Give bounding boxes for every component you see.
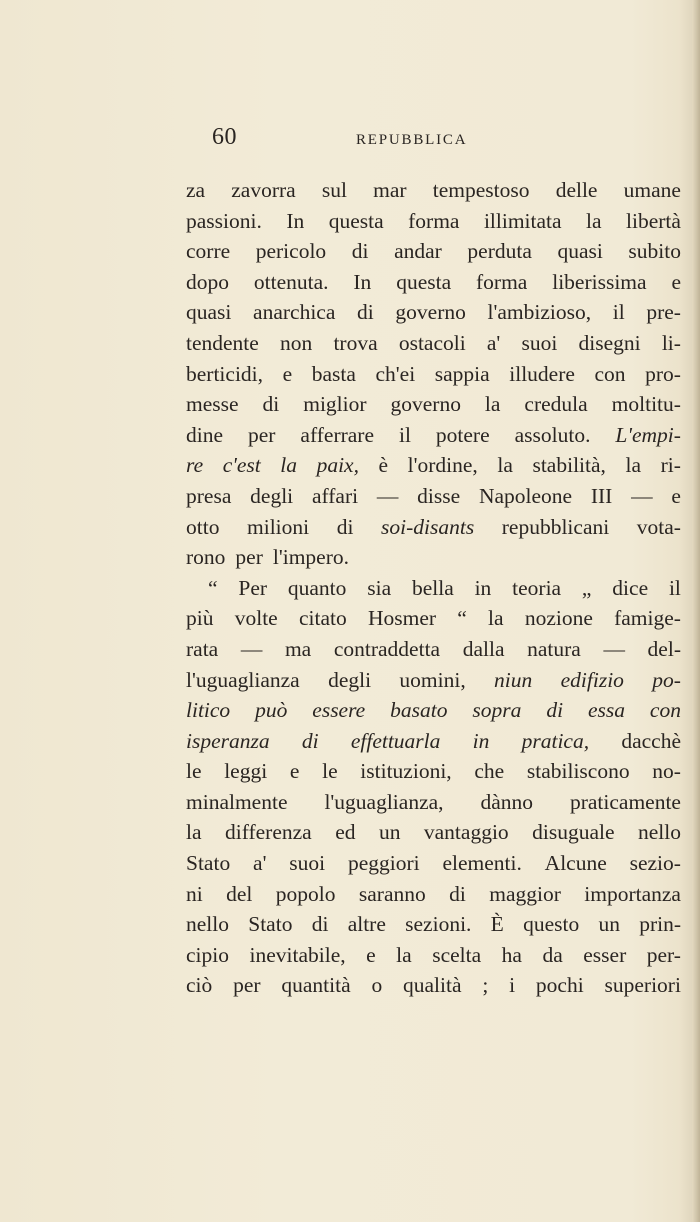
word: un	[378, 820, 401, 845]
word: In	[353, 269, 372, 294]
word: per-	[646, 942, 681, 967]
word: suoi	[521, 330, 558, 355]
word: Napoleone	[478, 483, 573, 508]
word: ha	[501, 942, 522, 967]
word: del-	[647, 636, 681, 661]
page-edge	[692, 0, 700, 1222]
italic-word: basato	[390, 698, 448, 723]
word: governo	[390, 392, 461, 417]
word: ma	[284, 636, 312, 661]
word: affari	[311, 483, 359, 508]
word: più	[186, 606, 214, 631]
word: la	[396, 942, 412, 967]
word: disegni	[578, 330, 641, 355]
text-line	[186, 420, 681, 451]
italic-word: la	[280, 453, 298, 478]
word: pre-	[646, 300, 681, 325]
word: disse	[417, 483, 461, 508]
word: le	[186, 759, 202, 784]
word: quasi	[186, 300, 232, 325]
word: di	[449, 881, 466, 906]
word: forma	[476, 269, 528, 294]
word: l'uguaglianza,	[324, 789, 444, 814]
word: sappia	[434, 361, 490, 386]
word: la	[625, 453, 642, 478]
word: con	[594, 361, 626, 386]
text-line	[186, 542, 681, 573]
word: l'ordine,	[407, 453, 478, 478]
word: forma	[408, 208, 460, 233]
word: disuguale	[532, 820, 615, 845]
word: nello	[186, 912, 229, 937]
word: passioni.	[186, 208, 262, 233]
word: i	[509, 973, 516, 998]
word: questa	[396, 269, 452, 294]
word: presa	[186, 483, 232, 508]
word: in	[474, 575, 492, 600]
text-line	[186, 267, 681, 298]
italic-word: L'empi-	[615, 422, 681, 447]
text-line	[186, 236, 681, 267]
word: credula	[524, 392, 588, 417]
word: milioni	[247, 514, 310, 539]
word: di	[311, 912, 329, 937]
word: citato	[298, 606, 347, 631]
word: bella	[411, 575, 454, 600]
word: dine	[186, 422, 224, 447]
word: —	[376, 483, 399, 508]
text-line	[186, 787, 681, 818]
italic-word: di	[301, 728, 319, 753]
word: di	[262, 392, 280, 417]
word: corre	[186, 239, 231, 264]
italic-word: re	[186, 453, 204, 478]
word: suoi	[289, 851, 326, 876]
word: pochi	[535, 973, 584, 998]
text-line	[186, 512, 681, 543]
word: degli	[250, 483, 294, 508]
word: rono	[186, 545, 226, 570]
word: nello	[638, 820, 681, 845]
word: andar	[394, 239, 442, 264]
text-line	[186, 297, 681, 328]
word: o	[371, 973, 383, 998]
text-line	[186, 328, 681, 359]
word: vantaggio	[423, 820, 509, 845]
running-title: REPUBBLICA	[356, 132, 468, 148]
word: esser	[583, 942, 627, 967]
word: stabilità,	[532, 453, 606, 478]
word: leggi	[224, 759, 268, 784]
word: dalla	[462, 636, 505, 661]
word: repubblicani	[501, 514, 610, 539]
word: prin-	[639, 912, 681, 937]
word: —	[240, 636, 263, 661]
word: dacchè	[621, 728, 681, 753]
word: trova	[333, 330, 378, 355]
word: per	[248, 422, 276, 447]
word: inevitabile,	[249, 942, 346, 967]
page-number: 60	[212, 124, 237, 150]
word: l'impero.	[272, 545, 349, 570]
word: Per	[238, 575, 268, 600]
word: delle	[555, 178, 598, 202]
word: miglior	[303, 392, 367, 417]
italic-word: c'est	[222, 453, 261, 478]
word: l'ambizioso,	[487, 300, 592, 325]
word: ottenuta.	[253, 269, 329, 294]
body-text	[186, 175, 681, 1001]
word: non	[280, 330, 313, 355]
word: —	[631, 483, 653, 508]
word: da	[542, 942, 563, 967]
word: Alcune	[544, 851, 607, 876]
word: questo	[523, 912, 580, 937]
text-line	[186, 481, 681, 512]
word: III	[590, 483, 613, 508]
word: superiori	[604, 973, 681, 998]
word: Hosmer	[367, 606, 437, 631]
word: za	[186, 178, 206, 202]
word: “	[457, 606, 467, 631]
word: e	[289, 759, 300, 784]
word: ;	[482, 973, 489, 998]
word: il	[612, 300, 625, 325]
word: vota-	[636, 514, 681, 539]
text-line	[186, 450, 681, 481]
italic-word: edifizio	[560, 667, 624, 692]
italic-word: essere	[312, 698, 366, 723]
word: sul	[321, 178, 347, 202]
word: un	[598, 912, 620, 937]
word: per	[235, 545, 263, 570]
word: dànno	[480, 789, 534, 814]
italic-word: in	[472, 728, 490, 753]
word: altre	[347, 912, 386, 937]
word: di	[357, 300, 374, 325]
text-line	[186, 665, 681, 696]
word: subito	[628, 239, 681, 264]
text-line	[186, 695, 681, 726]
word: quasi	[557, 239, 603, 264]
word: ciò	[186, 973, 213, 998]
word: perduta	[467, 239, 532, 264]
word: a'	[253, 851, 267, 876]
word: basta	[311, 361, 356, 386]
text-line	[186, 573, 681, 604]
word: ostacoli	[398, 330, 466, 355]
italic-word: di	[546, 698, 564, 723]
word: pro-	[645, 361, 681, 386]
word: dice	[612, 575, 649, 600]
word: ch'ei	[375, 361, 416, 386]
word: illudere	[509, 361, 575, 386]
word: popolo	[275, 881, 336, 906]
word: nozione	[524, 606, 593, 631]
italic-word: sopra	[472, 698, 522, 723]
word: ni	[186, 881, 203, 906]
word: e	[671, 269, 681, 294]
text-line	[186, 848, 681, 879]
word: messe	[186, 392, 239, 417]
word: afferrare	[300, 422, 375, 447]
word: anarchica	[253, 300, 336, 325]
italic-word: pratica,	[521, 728, 590, 753]
word: elementi.	[442, 851, 522, 876]
word: In	[286, 208, 305, 233]
word: del	[226, 881, 253, 906]
word: liberissima	[552, 269, 647, 294]
italic-word: soi-disants	[381, 514, 475, 539]
word: importanza	[584, 881, 681, 906]
text-line	[186, 879, 681, 910]
word: questa	[328, 208, 384, 233]
word: quantità	[281, 973, 351, 998]
word: istituzioni,	[360, 759, 452, 784]
word: è	[378, 453, 389, 478]
text-line	[186, 603, 681, 634]
italic-word: essa	[587, 698, 625, 723]
word: famige-	[614, 606, 681, 631]
word: e	[282, 361, 293, 386]
word: sia	[367, 575, 392, 600]
text-line	[186, 909, 681, 940]
word: tendente	[186, 330, 259, 355]
word: mar	[373, 178, 407, 202]
word: volte	[234, 606, 278, 631]
word: e	[671, 483, 681, 508]
italic-word: litico	[186, 698, 231, 723]
italic-word: po-	[652, 667, 681, 692]
word: che	[474, 759, 505, 784]
word: sezioni.	[405, 912, 472, 937]
page-header	[186, 124, 686, 158]
word: rata	[186, 636, 219, 661]
word: l'uguaglianza	[186, 667, 300, 692]
word: contraddetta	[333, 636, 441, 661]
word: moltitu-	[611, 392, 681, 417]
word: governo	[395, 300, 466, 325]
text-line	[186, 206, 681, 237]
word: degli	[328, 667, 372, 692]
word: umane	[623, 178, 681, 202]
word: maggior	[489, 881, 561, 906]
word: natura	[527, 636, 581, 661]
text-line	[186, 940, 681, 971]
word: la	[186, 820, 202, 845]
word: ed	[335, 820, 356, 845]
word: li-	[661, 330, 681, 355]
word: il	[668, 575, 681, 600]
word: illimitata	[483, 208, 562, 233]
word: ri-	[660, 453, 681, 478]
word: la	[488, 606, 504, 631]
italic-word: può	[255, 698, 288, 723]
word: le	[322, 759, 338, 784]
word: scelta	[432, 942, 482, 967]
word: quanto	[287, 575, 347, 600]
word: libertà	[626, 208, 681, 233]
text-line	[186, 756, 681, 787]
text-line	[186, 970, 681, 1001]
italic-word: paix,	[316, 453, 359, 478]
word: È	[490, 912, 504, 937]
word: otto	[186, 514, 220, 539]
word: stabiliscono	[526, 759, 630, 784]
word: la	[484, 392, 501, 417]
text-line	[186, 359, 681, 390]
text-line	[186, 817, 681, 848]
italic-word: isperanza	[186, 728, 270, 753]
word: pericolo	[255, 239, 327, 264]
word: sezio-	[629, 851, 681, 876]
italic-word: con	[649, 698, 681, 723]
word: saranno	[358, 881, 426, 906]
text-line	[186, 726, 681, 757]
word: Stato	[186, 851, 231, 876]
word: no-	[652, 759, 681, 784]
word: di	[351, 239, 369, 264]
word: „	[581, 575, 592, 600]
word: di	[336, 514, 354, 539]
word: berticidi,	[186, 361, 264, 386]
word: qualità	[403, 973, 462, 998]
word: assoluto.	[514, 422, 591, 447]
word: teoria	[512, 575, 562, 600]
word: dopo	[186, 269, 229, 294]
italic-word: effettuarla	[350, 728, 441, 753]
text-line	[186, 389, 681, 420]
word: uomini,	[399, 667, 466, 692]
word: e	[366, 942, 376, 967]
word: peggiori	[347, 851, 420, 876]
word: Stato	[248, 912, 293, 937]
word: il	[398, 422, 411, 447]
word: la	[497, 453, 513, 478]
text-line	[186, 175, 681, 206]
word: differenza	[224, 820, 312, 845]
word: zavorra	[231, 178, 296, 202]
word: per	[233, 973, 261, 998]
italic-word: niun	[494, 667, 533, 692]
word: la	[586, 208, 602, 233]
word: praticamente	[569, 789, 681, 814]
text-line	[186, 634, 681, 665]
word: minalmente	[186, 789, 288, 814]
word: potere	[435, 422, 490, 447]
word: cipio	[186, 942, 229, 967]
word: tempestoso	[432, 178, 530, 202]
word: —	[603, 636, 625, 661]
word: a'	[486, 330, 501, 355]
word: “	[208, 575, 218, 600]
